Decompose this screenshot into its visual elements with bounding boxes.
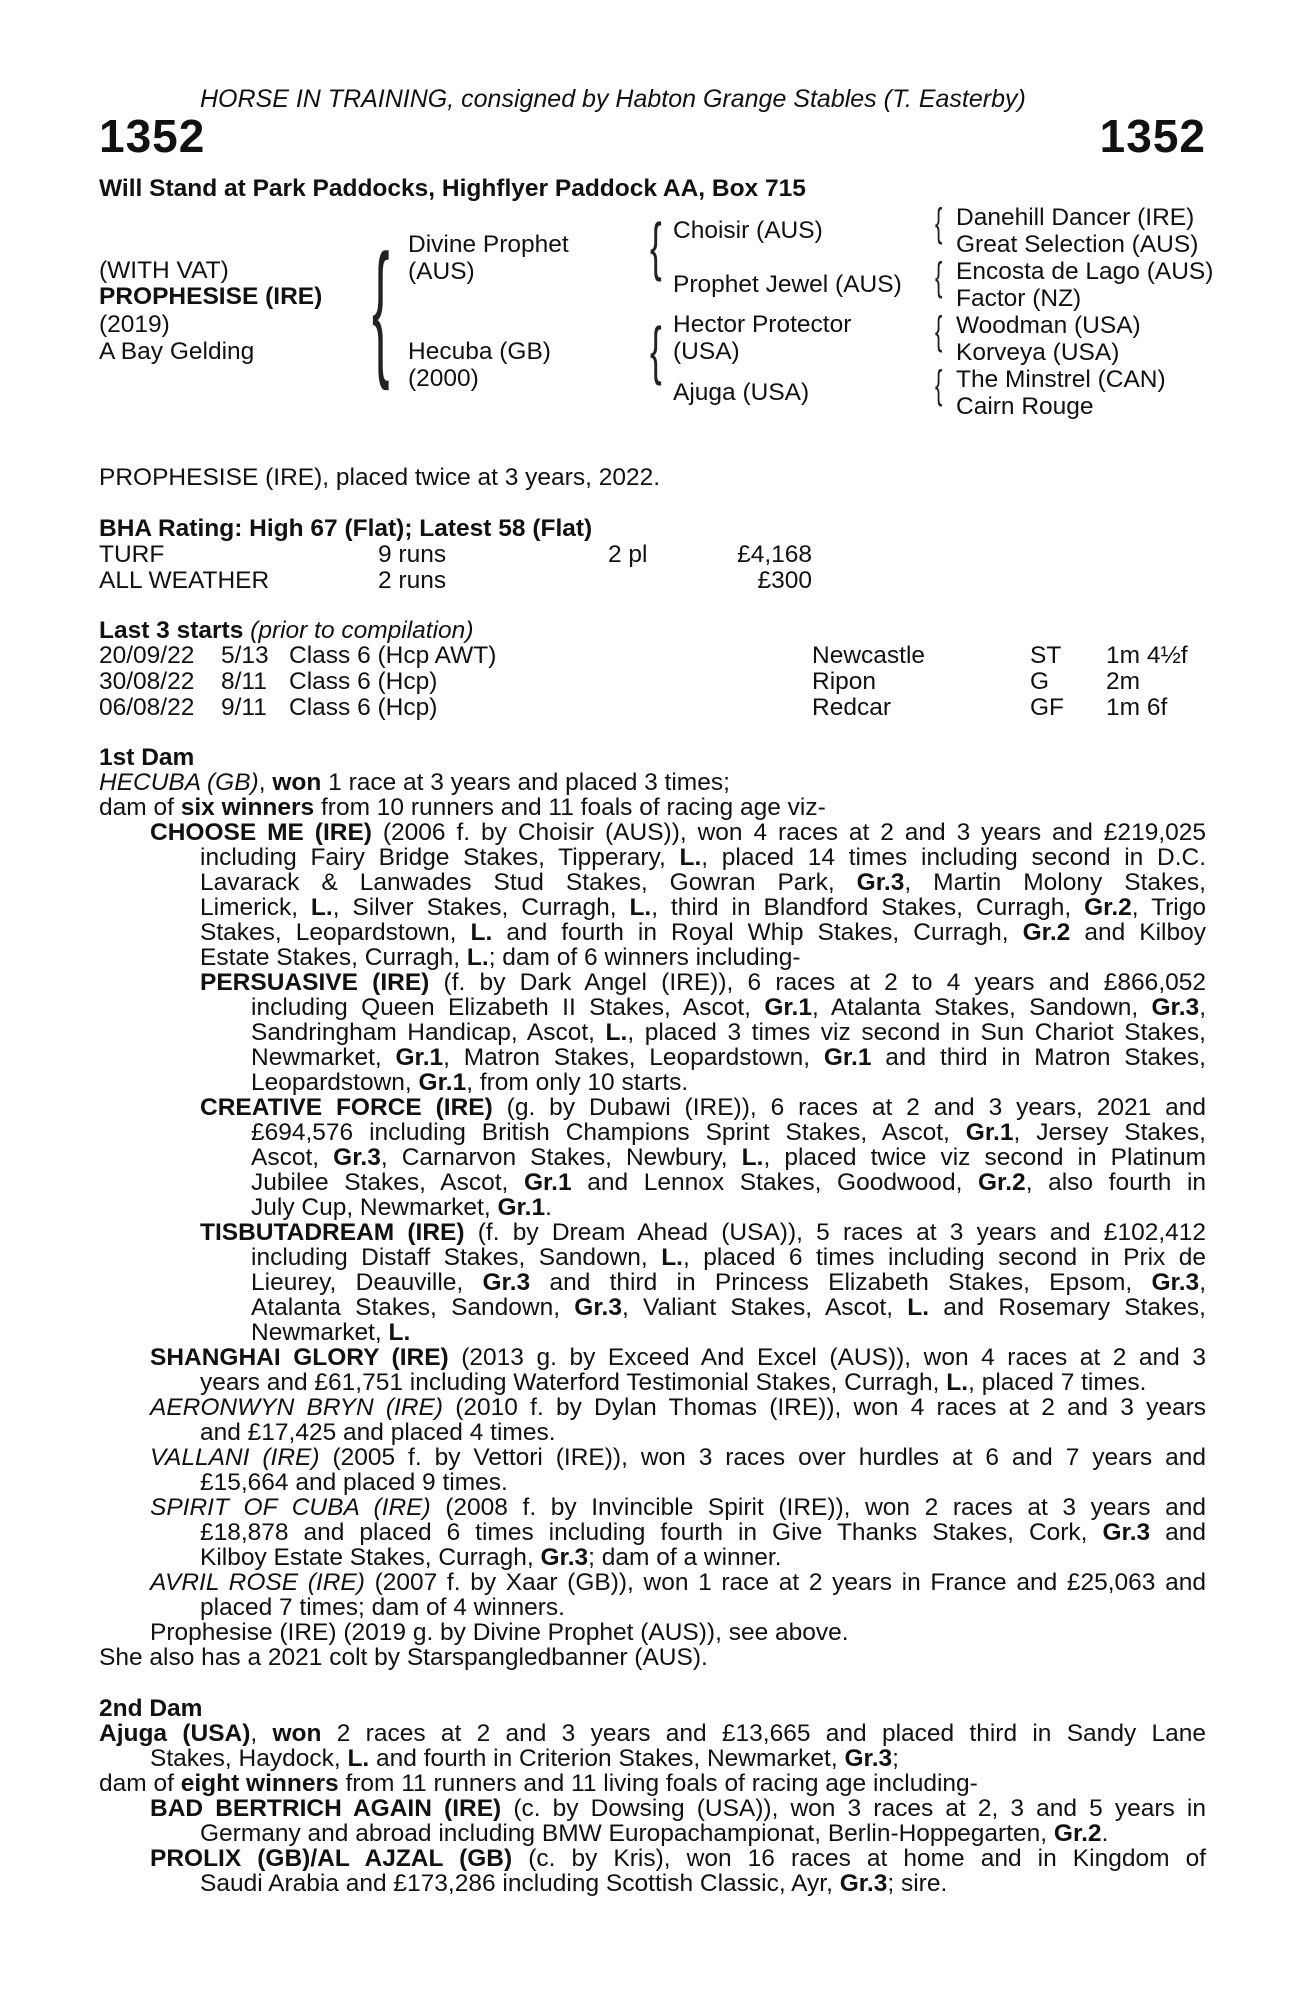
text: Kilboy Estate Stakes, Curragh, <box>200 1544 541 1571</box>
grade: Gr.2 <box>1053 1820 1102 1847</box>
grade: Gr.3 <box>574 1294 622 1321</box>
horse-name: PROLIX (GB)/AL AJZAL (GB) <box>150 1845 513 1872</box>
text: , Carnarvon Stakes, Newbury, <box>380 1144 742 1171</box>
text-sep: , <box>258 769 273 796</box>
text: , third in Blandford Stakes, Curragh, <box>651 894 1085 921</box>
second-dam-line <box>150 1746 899 1771</box>
pedigree-brace-3a: { <box>935 201 943 245</box>
entry-line <box>150 1445 1206 1470</box>
text: , placed twice viz second in Platinum <box>763 1144 1207 1171</box>
grade: L. <box>907 1294 930 1321</box>
entry-line <box>200 1821 1108 1846</box>
text: . <box>545 1194 552 1221</box>
grade: Gr.3 <box>1102 1519 1151 1546</box>
grade: Gr.3 <box>844 1745 893 1772</box>
entry-line <box>200 1520 1206 1545</box>
text: Atalanta Stakes, Sandown, <box>251 1294 575 1321</box>
text: , Matron Stakes, Leopardstown, <box>443 1044 824 1071</box>
dam-record: 1 race at 3 years and placed 3 times; <box>321 769 730 796</box>
text: (2013 g. by Exceed And Excel (AUS)), won 4 races at 2 and 3 <box>448 1344 1206 1371</box>
text: (c. by Kris), won 16 races at home and in Kingdom of <box>512 1845 1206 1872</box>
text: Saudi Arabia and £173,286 including Scottish Classic, Ayr, <box>200 1870 840 1897</box>
text: ; sire. <box>887 1870 948 1897</box>
text: Germany and abroad including BMW Europachampionat, Berlin-Hoppegarten, <box>200 1820 1054 1847</box>
entry-line <box>200 1545 782 1570</box>
text: ; <box>892 1745 899 1772</box>
grade: L. <box>347 1745 370 1772</box>
winners-count: six winners <box>180 794 315 821</box>
winners-count: eight winners <box>180 1770 339 1797</box>
grade: Gr.2 <box>1022 919 1071 946</box>
last-starts-note: (prior to compilation) <box>250 617 474 644</box>
text: and third in Princess Elizabeth Stakes, Epsom, <box>530 1269 1152 1296</box>
text: . <box>1101 1820 1109 1847</box>
text: (g. by Dubawi (IRE)), 6 races at 2 and 3 years, 2021 and <box>492 1094 1206 1121</box>
text: (2010 f. by Dylan Thomas (IRE)), won 4 races at 2 and 3 years <box>443 1394 1206 1421</box>
text: , Jersey Stakes, <box>1013 1119 1206 1146</box>
ped-dds: The Minstrel (CAN) <box>956 366 1166 393</box>
text: Newmarket, <box>251 1044 396 1071</box>
entry-line <box>200 970 1206 995</box>
entry-line <box>251 1295 1206 1320</box>
text: ; dam of a winner. <box>588 1544 782 1571</box>
text: , also fourth in <box>1025 1169 1207 1196</box>
grade: Gr.3 <box>482 1269 531 1296</box>
text: , Valiant Stakes, Ascot, <box>621 1294 908 1321</box>
grade: L. <box>388 1319 411 1346</box>
second-dam-produce-line <box>99 1771 978 1796</box>
start-course: Newcastle <box>812 642 926 669</box>
text: Newmarket, <box>251 1319 389 1346</box>
horse-name: PROPHESISE (IRE) <box>99 283 323 310</box>
entry-line <box>150 1495 1206 1520</box>
text: £18,878 and placed 6 times including fourth in Give Thanks Stakes, Cork, <box>200 1519 1103 1546</box>
pedigree-brace-dam: { <box>650 314 662 386</box>
current-foal-note: She also has a 2021 colt by Starspangledbanner (AUS). <box>99 1644 708 1671</box>
text: Lavarack & Lanwades Stud Stakes, Gowran Park, <box>200 869 857 896</box>
horse-name: BAD BERTRICH AGAIN (IRE) <box>150 1795 502 1822</box>
grade: Gr.1 <box>965 1119 1014 1146</box>
text: , Martin Molony Stakes, <box>904 869 1206 896</box>
text: years and £61,751 including Waterford Testimonial Stakes, Curragh, <box>200 1369 947 1396</box>
lot-number-right: 1352 <box>1099 110 1206 162</box>
start-course: Redcar <box>812 694 891 721</box>
entry-line <box>251 1145 1206 1170</box>
horse-name: TISBUTADREAM (IRE) <box>200 1219 465 1246</box>
text: July Cup, Newmarket, <box>251 1194 498 1221</box>
start-race: Class 6 (Hcp) <box>289 694 438 721</box>
sire-dam: Prophet Jewel (AUS) <box>673 271 902 298</box>
entry-line <box>251 1070 688 1095</box>
text: including Fairy Bridge Stakes, Tipperary, <box>200 844 680 871</box>
text: (2008 f. by Invincible Spirit (IRE)), won 2 races at 3 years and <box>430 1494 1206 1521</box>
start-race: Class 6 (Hcp AWT) <box>289 642 497 669</box>
sire-sire: Choisir (AUS) <box>673 217 823 244</box>
entry-line <box>251 1270 1206 1295</box>
text: , <box>1199 1269 1206 1296</box>
first-dam-line <box>99 770 730 795</box>
text: Stakes, Haydock, <box>150 1745 348 1772</box>
entry-line <box>200 1095 1206 1120</box>
last-starts-title: Last 3 starts <box>99 617 244 644</box>
second-dam-line <box>99 1721 1206 1746</box>
grade: L. <box>946 1369 969 1396</box>
pedigree-brace-3c: { <box>935 309 943 353</box>
earnings-amount: £300 <box>757 567 812 594</box>
start-race: Class 6 (Hcp) <box>289 668 438 695</box>
ped-ssd: Great Selection (AUS) <box>956 231 1199 258</box>
dam-sire-country: (USA) <box>673 338 740 365</box>
horse-name: PERSUASIVE (IRE) <box>200 969 430 996</box>
ped-dss: Woodman (USA) <box>956 312 1141 339</box>
text-sep: , <box>250 1720 273 1747</box>
grade: Gr.1 <box>418 1069 467 1096</box>
entry-line <box>200 895 1206 920</box>
first-dam-produce-line <box>99 795 826 820</box>
dam-dam: Ajuga (USA) <box>673 379 810 406</box>
entry-line <box>150 1570 1206 1595</box>
start-going: GF <box>1030 694 1065 721</box>
text: Sandringham Handicap, Ascot, <box>251 1019 606 1046</box>
start-going: G <box>1030 668 1050 695</box>
pedigree-brace-3d: { <box>935 363 943 407</box>
text: from 11 runners and 11 living foals of racing age including- <box>338 1770 978 1797</box>
entry-line <box>200 945 801 970</box>
pedigree-brace-main: { <box>372 223 390 391</box>
text: including Queen Elizabeth II Stakes, Ascot, <box>251 994 765 1021</box>
grade: Gr.3 <box>333 1144 381 1171</box>
earnings-surface: ALL WEATHER <box>99 567 270 594</box>
text: , from only 10 starts. <box>466 1069 689 1096</box>
text: 2 races at 2 and 3 years and £13,665 and placed third in Sandy Lane <box>321 1720 1206 1747</box>
text: , Silver Stakes, Curragh, <box>332 894 630 921</box>
text: £694,576 including British Champions Sprint Stakes, Ascot, <box>251 1119 966 1146</box>
text: Leopardstown, <box>251 1069 419 1096</box>
horse-description: A Bay Gelding <box>99 338 255 365</box>
text: Limerick, <box>200 894 311 921</box>
entry-line <box>150 1796 1206 1821</box>
entry-line <box>200 1871 947 1896</box>
grade: Gr.2 <box>1084 894 1132 921</box>
grade: Gr.1 <box>395 1044 444 1071</box>
text: and third in Matron Stakes, <box>871 1044 1206 1071</box>
vat-note: (WITH VAT) <box>99 257 229 284</box>
produce-entry-prophesise: Prophesise (IRE) (2019 g. by Divine Prophet (AUS)), see above. <box>150 1619 849 1646</box>
ped-ddd: Cairn Rouge <box>956 393 1094 420</box>
grade: Gr.1 <box>764 994 812 1021</box>
text: including Distaff Stakes, Sandown, <box>251 1244 662 1271</box>
entry-line <box>251 1020 1206 1045</box>
text: (f. by Dream Ahead (USA)), 5 races at 3 years and £102,412 <box>464 1219 1206 1246</box>
start-going: ST <box>1030 642 1062 669</box>
entry-line <box>251 1320 410 1345</box>
grade: Gr.1 <box>823 1044 872 1071</box>
earnings-surface: TURF <box>99 541 165 568</box>
entry-line <box>200 920 1206 945</box>
text: , <box>1199 994 1206 1021</box>
entry-line <box>150 1345 1206 1370</box>
ped-dsd: Korveya (USA) <box>956 339 1120 366</box>
grade: Gr.3 <box>1151 1269 1200 1296</box>
earnings-placed: 2 pl <box>608 541 648 568</box>
entry-line <box>251 1045 1206 1070</box>
text: , placed 14 times including second in D.C. <box>701 844 1206 871</box>
dam-name: Ajuga (USA) <box>99 1720 251 1747</box>
start-date: 06/08/22 <box>99 694 195 721</box>
won-label: won <box>272 769 322 796</box>
grade: Gr.3 <box>839 1870 888 1897</box>
text: , placed 6 times including second in Prix de <box>682 1244 1207 1271</box>
grade: Gr.3 <box>856 869 905 896</box>
pedigree-brace-sire: { <box>650 210 662 282</box>
grade: Gr.1 <box>497 1194 546 1221</box>
entry-line <box>200 1220 1206 1245</box>
entry-line <box>150 1395 1206 1420</box>
start-course: Ripon <box>812 668 877 695</box>
entry-line <box>251 1195 552 1220</box>
grade: L. <box>466 944 489 971</box>
entry-line <box>150 820 1206 845</box>
entry-line <box>200 845 1206 870</box>
entry-line <box>251 1170 1206 1195</box>
text: (f. by Dark Angel (IRE)), 6 races at 2 to 4 years and £866,052 <box>429 969 1206 996</box>
start-distance: 1m 4½f <box>1106 642 1188 669</box>
sire-country: (AUS) <box>408 258 475 285</box>
grade: L. <box>629 894 652 921</box>
grade: L. <box>605 1019 628 1046</box>
text: , Atalanta Stakes, Sandown, <box>812 994 1152 1021</box>
start-date: 30/08/22 <box>99 668 195 695</box>
horse-year: (2019) <box>99 311 170 338</box>
sire-name: Divine Prophet <box>408 231 569 258</box>
text: and fourth in Criterion Stakes, Newmarket, <box>369 1745 845 1772</box>
entry-line <box>200 870 1206 895</box>
lot-number-left: 1352 <box>99 110 206 162</box>
dam-sire: Hector Protector <box>673 311 852 338</box>
entry-line: placed 7 times; dam of 4 winners. <box>200 1594 565 1621</box>
dam-name: Hecuba (GB) <box>408 338 551 365</box>
entry-line <box>150 1846 1206 1871</box>
text: (2005 f. by Vettori (IRE)), won 3 races over hurdles at 6 and 7 years and <box>319 1444 1206 1471</box>
start-distance: 1m 6f <box>1106 694 1168 721</box>
last-starts-heading <box>99 618 473 643</box>
horse-name: SPIRIT OF CUBA (IRE) <box>150 1494 431 1521</box>
stand-location: Will Stand at Park Paddocks, Highflyer Paddock AA, Box 715 <box>99 175 806 202</box>
text: Jubilee Stakes, Ascot, <box>251 1169 524 1196</box>
text: Estate Stakes, Curragh, <box>200 944 467 971</box>
bha-rating: BHA Rating: High 67 (Flat); Latest 58 (Flat) <box>99 515 593 542</box>
pedigree-brace-3b: { <box>935 255 943 299</box>
text: and Kilboy <box>1070 919 1206 946</box>
grade: L. <box>470 919 493 946</box>
earnings-runs: 2 runs <box>378 567 447 594</box>
earnings-amount: £4,168 <box>737 541 812 568</box>
dam-name: HECUBA (GB) <box>99 769 259 796</box>
entry-line: and £17,425 and placed 4 times. <box>200 1419 556 1446</box>
text: ; dam of 6 winners including- <box>488 944 801 971</box>
start-distance: 2m <box>1106 668 1141 695</box>
horse-name: CREATIVE FORCE (IRE) <box>200 1094 493 1121</box>
entry-line <box>251 1120 1206 1145</box>
text: Lieurey, Deauville, <box>251 1269 483 1296</box>
start-date: 20/09/22 <box>99 642 195 669</box>
text: and Rosemary Stakes, <box>929 1294 1206 1321</box>
race-summary: PROPHESISE (IRE), placed twice at 3 years, 2022. <box>99 464 661 491</box>
horse-name: CHOOSE ME (IRE) <box>150 819 372 846</box>
text: dam of <box>99 1770 181 1797</box>
text: and Lennox Stakes, Goodwood, <box>571 1169 978 1196</box>
text: Stakes, Leopardstown, <box>200 919 471 946</box>
horse-name: SHANGHAI GLORY (IRE) <box>150 1344 449 1371</box>
text: and <box>1150 1519 1207 1546</box>
entry-line <box>251 1245 1206 1270</box>
text: (c. by Dowsing (USA)), won 3 races at 2, 3 and 5 years in <box>501 1795 1206 1822</box>
dam-year: (2000) <box>408 365 479 392</box>
text: , placed 3 times viz second in Sun Chariot Stakes, <box>627 1019 1206 1046</box>
ped-sdd: Factor (NZ) <box>956 285 1082 312</box>
text: from 10 runners and 11 foals of racing age viz- <box>314 794 826 821</box>
earnings-runs: 9 runs <box>378 541 447 568</box>
entry-line <box>251 995 1206 1020</box>
horse-name: AERONWYN BRYN (IRE) <box>150 1394 444 1421</box>
grade: L. <box>741 1144 764 1171</box>
start-position: 9/11 <box>221 694 267 721</box>
second-dam-heading: 2nd Dam <box>99 1695 203 1722</box>
grade: Gr.3 <box>540 1544 589 1571</box>
won-label: won <box>272 1720 322 1747</box>
grade: Gr.2 <box>978 1169 1026 1196</box>
start-position: 5/13 <box>221 642 269 669</box>
text: and fourth in Royal Whip Stakes, Curragh, <box>492 919 1023 946</box>
entry-line: £15,664 and placed 9 times. <box>200 1469 508 1496</box>
ped-sds: Encosta de Lago (AUS) <box>956 258 1214 285</box>
text: (2007 f. by Xaar (GB)), won 1 race at 2 years in France and £25,063 and <box>364 1569 1206 1596</box>
entry-line <box>200 1370 1146 1395</box>
text: (2006 f. by Choisir (AUS)), won 4 races at 2 and 3 years and £219,025 <box>371 819 1206 846</box>
start-position: 8/11 <box>221 668 267 695</box>
text: Ascot, <box>251 1144 334 1171</box>
consignment-line: HORSE IN TRAINING, consigned by Habton Grange Stables (T. Easterby) <box>200 85 1026 113</box>
text: , placed 7 times. <box>968 1369 1147 1396</box>
horse-name: AVRIL ROSE (IRE) <box>150 1569 365 1596</box>
grade: L. <box>679 844 702 871</box>
first-dam-heading: 1st Dam <box>99 744 195 771</box>
grade: L. <box>310 894 333 921</box>
grade: Gr.1 <box>523 1169 572 1196</box>
text: dam of <box>99 794 181 821</box>
grade: Gr.3 <box>1151 994 1200 1021</box>
horse-name: VALLANI (IRE) <box>150 1444 320 1471</box>
ped-sss: Danehill Dancer (IRE) <box>956 204 1195 231</box>
grade: L. <box>661 1244 683 1271</box>
text: , Trigo <box>1131 894 1206 921</box>
